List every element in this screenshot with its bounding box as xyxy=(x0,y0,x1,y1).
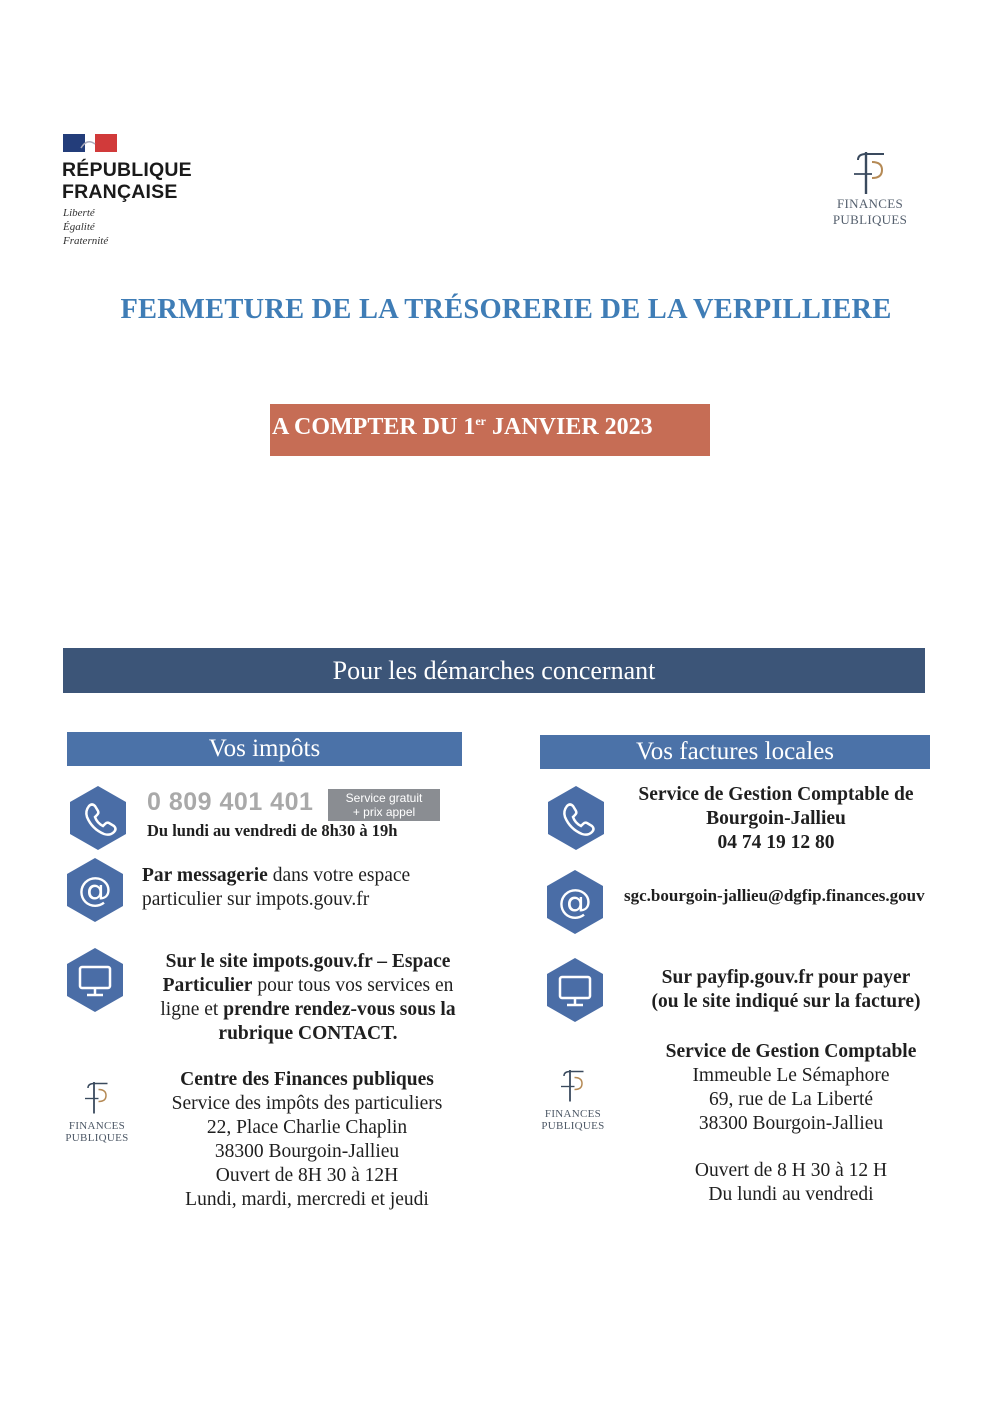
messaging-rest-1: dans votre espace xyxy=(267,865,411,886)
phone-icon xyxy=(546,784,606,852)
payfip-line-2: (ou le site indiqué sur la facture) xyxy=(651,991,921,1012)
motto-liberte: Liberté xyxy=(63,207,95,219)
messaging-rest-2: particulier sur impots.gouv.fr xyxy=(142,889,370,910)
sgc-office-line: Immeuble Le Sémaphore xyxy=(692,1065,890,1086)
effective-date-banner xyxy=(270,404,710,456)
payfip-line-1[interactable]: Sur payfip.gouv.fr pour payer xyxy=(661,967,911,988)
date-ordinal: er xyxy=(475,414,486,428)
demarches-banner: Pour les démarches concernant xyxy=(63,648,925,693)
tax-center-line: 38300 Bourgoin-Jallieu xyxy=(214,1141,400,1162)
badge-line-1: Service gratuit xyxy=(345,791,423,805)
sgc-line-2: Bourgoin-Jallieu xyxy=(706,808,846,829)
tax-center-line: Ouvert de 8H 30 à 12H xyxy=(215,1165,399,1186)
computer-monitor-icon xyxy=(545,956,605,1024)
tax-center-line: Service des impôts des particuliers xyxy=(171,1093,443,1114)
messaging-bold: Par messagerie xyxy=(142,865,268,886)
tax-center-title: Centre des Finances publiques xyxy=(180,1069,434,1090)
impots-phone-number[interactable]: 0 809 401 401 xyxy=(147,788,314,816)
finances-publiques-icon xyxy=(82,1078,112,1116)
site-line-3-pre: ligne et xyxy=(160,999,224,1020)
republic-motto xyxy=(63,206,108,248)
motto-egalite: Égalité xyxy=(63,221,95,233)
finances-publiques-label: FINANCES PUBLIQUES xyxy=(65,1120,129,1144)
republique-francaise-flag-icon xyxy=(63,134,117,152)
messaging-info xyxy=(142,864,410,912)
svg-text:@: @ xyxy=(78,870,112,910)
sgc-open-line-2: Du lundi au vendredi xyxy=(708,1184,874,1205)
sgc-office-line: 69, rue de La Liberté xyxy=(708,1089,874,1110)
computer-monitor-icon xyxy=(65,946,125,1014)
sgc-opening-hours xyxy=(634,1159,948,1207)
finances-publiques-logo xyxy=(800,148,940,228)
site-line-1[interactable]: Sur le site impots.gouv.fr – Espace xyxy=(165,951,451,972)
site-line-3-bold: prendre rendez-vous sous la xyxy=(223,999,456,1020)
payfip-info xyxy=(626,966,946,1014)
date-suffix: JANVIER 2023 xyxy=(486,414,653,440)
finances-publiques-label: FINANCES PUBLIQUES xyxy=(832,196,908,227)
tax-center-address xyxy=(150,1068,464,1212)
sgc-email-text: sgc.bourgoin-jallieu@dgfip.finances.gouv xyxy=(624,886,925,905)
sgc-open-line-1: Ouvert de 8 H 30 à 12 H xyxy=(694,1160,888,1181)
motto-fraternite: Fraternité xyxy=(63,235,109,247)
badge-line-2: + prix appel xyxy=(352,805,416,819)
tax-center-line: 22, Place Charlie Chaplin xyxy=(206,1117,408,1138)
sgc-office-address xyxy=(634,1040,948,1136)
at-sign-icon xyxy=(545,868,605,936)
impots-website-info xyxy=(140,950,476,1046)
finances-publiques-icon xyxy=(558,1066,588,1104)
site-line-4: rubrique CONTACT. xyxy=(218,1023,398,1044)
section-heading-factures: Vos factures locales xyxy=(540,735,930,769)
sgc-phone-number[interactable]: 04 74 19 12 80 xyxy=(717,832,835,853)
section-heading-impots: Vos impôts xyxy=(67,732,462,766)
sgc-email[interactable] xyxy=(624,884,925,908)
free-service-badge xyxy=(328,789,440,821)
svg-text:@: @ xyxy=(558,882,592,922)
francaise-line: FRANÇAISE xyxy=(62,181,178,203)
sgc-contact xyxy=(618,783,934,855)
phone-icon xyxy=(68,784,128,852)
finances-publiques-label: FINANCES PUBLIQUES xyxy=(541,1108,605,1132)
site-line-2-rest: pour tous vos services en xyxy=(252,975,454,996)
finances-publiques-logo-right xyxy=(518,1066,628,1132)
tax-center-line: Lundi, mardi, mercredi et jeudi xyxy=(185,1189,429,1210)
phone-hours: Du lundi au vendredi de 8h30 à 19h xyxy=(147,821,398,840)
sgc-line-1: Service de Gestion Comptable de xyxy=(638,784,914,805)
site-line-2-bold: Particulier xyxy=(162,975,253,996)
republique-francaise-label xyxy=(62,159,192,203)
date-prefix: A COMPTER DU 1 xyxy=(272,414,476,440)
sgc-office-line: 38300 Bourgoin-Jallieu xyxy=(698,1113,884,1134)
republique-line: RÉPUBLIQUE xyxy=(62,159,192,181)
page-title: FERMETURE DE LA TRÉSORERIE DE LA VERPILLIERE xyxy=(120,294,892,325)
finances-publiques-logo-left xyxy=(42,1078,152,1144)
finances-publiques-icon xyxy=(850,148,890,196)
sgc-office-title: Service de Gestion Comptable xyxy=(665,1041,917,1062)
at-sign-icon xyxy=(65,856,125,924)
